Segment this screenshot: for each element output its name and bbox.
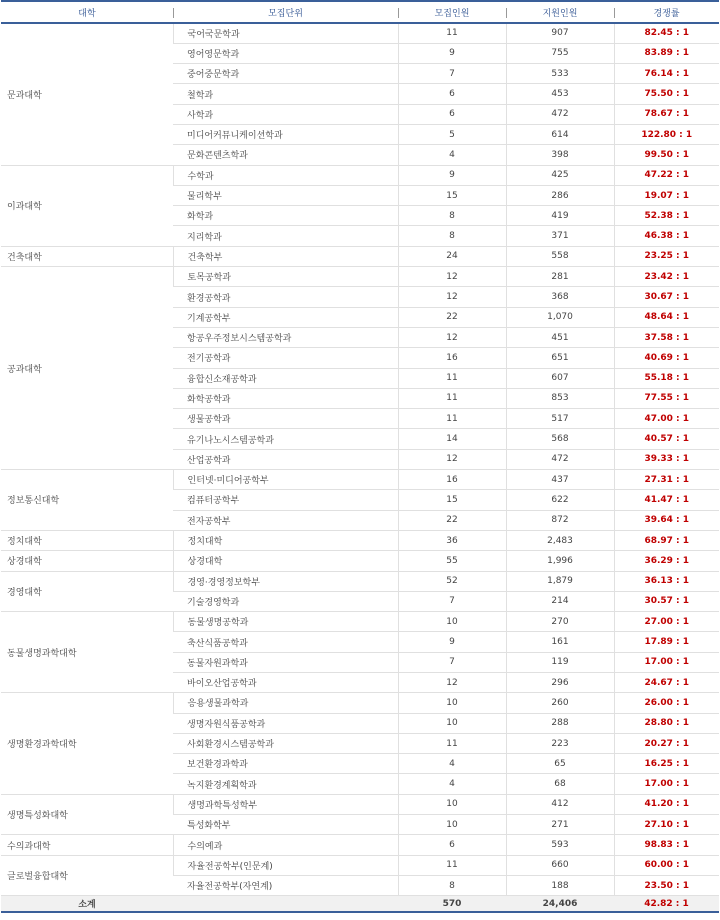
ratio-value: 37.58 : 1 [614,327,719,347]
dept-name: 자율전공학부(자연계) [173,875,398,895]
quota-value: 14 [398,429,506,449]
quota-value: 9 [398,43,506,63]
quota-value: 8 [398,875,506,895]
dept-name: 항공우주정보시스템공학과 [173,327,398,347]
applicants-value: 622 [506,490,614,510]
quota-value: 16 [398,348,506,368]
ratio-value: 98.83 : 1 [614,835,719,855]
applicants-value: 453 [506,84,614,104]
quota-value: 10 [398,693,506,713]
applicants-value: 2,483 [506,530,614,550]
table-row [1,571,719,591]
quota-value: 10 [398,612,506,632]
quota-value: 11 [398,388,506,408]
table-row [1,693,719,713]
applicants-value: 371 [506,226,614,246]
ratio-value: 39.33 : 1 [614,449,719,469]
quota-value: 36 [398,530,506,550]
applicants-value: 872 [506,510,614,530]
applicants-value: 660 [506,855,614,875]
total-dept-cell [173,896,398,913]
college-name: 글로벌융합대학 [1,855,173,896]
college-name: 문과대학 [1,23,173,165]
ratio-value: 40.57 : 1 [614,429,719,449]
applicants-value: 607 [506,368,614,388]
dept-name: 산업공학과 [173,449,398,469]
quota-value: 9 [398,632,506,652]
quota-value: 22 [398,510,506,530]
ratio-value: 36.13 : 1 [614,571,719,591]
college-name: 생명특성화대학 [1,794,173,835]
applicants-value: 296 [506,673,614,693]
dept-name: 자율전공학부(인문계) [173,855,398,875]
quota-value: 15 [398,490,506,510]
dept-name: 동물자원과학과 [173,652,398,672]
dept-name: 전자공학부 [173,510,398,530]
dept-name: 유기나노시스템공학과 [173,429,398,449]
quota-value: 9 [398,165,506,185]
applicants-value: 1,996 [506,551,614,571]
quota-value: 10 [398,815,506,835]
quota-value: 7 [398,652,506,672]
college-name: 생명환경과학대학 [1,693,173,794]
total-label: 소계 [1,896,173,913]
applicants-value: 288 [506,713,614,733]
ratio-value: 16.25 : 1 [614,754,719,774]
applicants-value: 593 [506,835,614,855]
applicants-value: 188 [506,875,614,895]
ratio-value: 41.47 : 1 [614,490,719,510]
applicants-value: 853 [506,388,614,408]
table-row [1,551,719,571]
quota-value: 10 [398,794,506,814]
ratio-value: 75.50 : 1 [614,84,719,104]
total-quota: 570 [398,896,506,913]
dept-name: 사회환경시스템공학과 [173,733,398,753]
total-row [1,896,719,913]
quota-value: 4 [398,754,506,774]
applicants-value: 558 [506,246,614,266]
ratio-value: 40.69 : 1 [614,348,719,368]
ratio-value: 17.00 : 1 [614,652,719,672]
quota-value: 12 [398,267,506,287]
header-applicants: 지원인원 [506,1,614,23]
quota-value: 7 [398,591,506,611]
applicants-value: 65 [506,754,614,774]
college-name: 공과대학 [1,267,173,470]
table-row [1,794,719,814]
quota-value: 8 [398,206,506,226]
quota-value: 15 [398,185,506,205]
quota-value: 6 [398,835,506,855]
ratio-value: 78.67 : 1 [614,104,719,124]
college-name: 이과대학 [1,165,173,246]
ratio-value: 27.10 : 1 [614,815,719,835]
table-row [1,246,719,266]
quota-value: 52 [398,571,506,591]
quota-value: 12 [398,327,506,347]
ratio-value: 17.00 : 1 [614,774,719,794]
dept-name: 생명자원식품공학과 [173,713,398,733]
dept-name: 철학과 [173,84,398,104]
dept-name: 중어중문학과 [173,64,398,84]
ratio-value: 23.50 : 1 [614,875,719,895]
dept-name: 상경대학 [173,551,398,571]
applicants-value: 214 [506,591,614,611]
ratio-value: 60.00 : 1 [614,855,719,875]
quota-value: 6 [398,84,506,104]
applicants-value: 161 [506,632,614,652]
applicants-value: 568 [506,429,614,449]
dept-name: 화학공학과 [173,388,398,408]
quota-value: 11 [398,409,506,429]
table-body [1,23,719,896]
dept-name: 환경공학과 [173,287,398,307]
quota-value: 16 [398,470,506,490]
quota-value: 11 [398,855,506,875]
dept-name: 건축학부 [173,246,398,266]
dept-name: 수의예과 [173,835,398,855]
dept-name: 정치대학 [173,530,398,550]
quota-value: 6 [398,104,506,124]
quota-value: 7 [398,64,506,84]
quota-value: 55 [398,551,506,571]
admission-results-table [1,0,719,913]
applicants-value: 1,070 [506,307,614,327]
dept-name: 문화콘텐츠학과 [173,145,398,165]
quota-value: 8 [398,226,506,246]
dept-name: 컴퓨터공학부 [173,490,398,510]
dept-name: 지리학과 [173,226,398,246]
dept-name: 특성화학부 [173,815,398,835]
ratio-value: 68.97 : 1 [614,530,719,550]
dept-name: 생명과학특성학부 [173,794,398,814]
quota-value: 24 [398,246,506,266]
ratio-value: 122.80 : 1 [614,124,719,144]
header-row [1,1,719,23]
ratio-value: 36.29 : 1 [614,551,719,571]
header-ratio: 경쟁률 [614,1,719,23]
ratio-value: 27.00 : 1 [614,612,719,632]
table-row [1,23,719,43]
dept-name: 생물공학과 [173,409,398,429]
table-row [1,835,719,855]
applicants-value: 533 [506,64,614,84]
dept-name: 수학과 [173,165,398,185]
ratio-value: 52.38 : 1 [614,206,719,226]
dept-name: 미디어커뮤니케이션학과 [173,124,398,144]
college-name: 수의과대학 [1,835,173,855]
quota-value: 11 [398,23,506,43]
quota-value: 11 [398,733,506,753]
quota-value: 11 [398,368,506,388]
applicants-value: 614 [506,124,614,144]
table-row [1,530,719,550]
ratio-value: 20.27 : 1 [614,733,719,753]
ratio-value: 46.38 : 1 [614,226,719,246]
dept-name: 경영·경영정보학부 [173,571,398,591]
dept-name: 영어영문학과 [173,43,398,63]
dept-name: 국어국문학과 [173,23,398,43]
dept-name: 응용생물과학과 [173,693,398,713]
applicants-value: 437 [506,470,614,490]
ratio-value: 39.64 : 1 [614,510,719,530]
ratio-value: 76.14 : 1 [614,64,719,84]
dept-name: 전기공학과 [173,348,398,368]
applicants-value: 755 [506,43,614,63]
dept-name: 동물생명공학과 [173,612,398,632]
applicants-value: 472 [506,104,614,124]
table-row [1,855,719,875]
quota-value: 12 [398,449,506,469]
applicants-value: 419 [506,206,614,226]
applicants-value: 286 [506,185,614,205]
applicants-value: 398 [506,145,614,165]
quota-value: 4 [398,774,506,794]
dept-name: 축산식품공학과 [173,632,398,652]
ratio-value: 23.42 : 1 [614,267,719,287]
quota-value: 4 [398,145,506,165]
dept-name: 기술경영학과 [173,591,398,611]
dept-name: 인터넷·미디어공학부 [173,470,398,490]
ratio-value: 99.50 : 1 [614,145,719,165]
college-name: 경영대학 [1,571,173,612]
header-dept: 모집단위 [173,1,398,23]
quota-value: 5 [398,124,506,144]
applicants-value: 412 [506,794,614,814]
quota-value: 10 [398,713,506,733]
table-header [1,1,719,23]
applicants-value: 907 [506,23,614,43]
ratio-value: 47.00 : 1 [614,409,719,429]
applicants-value: 472 [506,449,614,469]
dept-name: 물리학부 [173,185,398,205]
applicants-value: 1,879 [506,571,614,591]
applicants-value: 651 [506,348,614,368]
ratio-value: 19.07 : 1 [614,185,719,205]
ratio-value: 82.45 : 1 [614,23,719,43]
table-row [1,470,719,490]
college-name: 동물생명과학대학 [1,612,173,693]
dept-name: 보건환경과학과 [173,754,398,774]
applicants-value: 260 [506,693,614,713]
dept-name: 바이오산업공학과 [173,673,398,693]
dept-name: 토목공학과 [173,267,398,287]
header-quota: 모집인원 [398,1,506,23]
ratio-value: 28.80 : 1 [614,713,719,733]
table-row [1,612,719,632]
ratio-value: 23.25 : 1 [614,246,719,266]
applicants-value: 517 [506,409,614,429]
applicants-value: 271 [506,815,614,835]
quota-value: 22 [398,307,506,327]
dept-name: 융합신소재공학과 [173,368,398,388]
ratio-value: 48.64 : 1 [614,307,719,327]
ratio-value: 24.67 : 1 [614,673,719,693]
dept-name: 기계공학부 [173,307,398,327]
college-name: 건축대학 [1,246,173,266]
quota-value: 12 [398,673,506,693]
ratio-value: 17.89 : 1 [614,632,719,652]
ratio-value: 27.31 : 1 [614,470,719,490]
applicants-value: 270 [506,612,614,632]
college-name: 상경대학 [1,551,173,571]
applicants-value: 451 [506,327,614,347]
quota-value: 12 [398,287,506,307]
table-row [1,267,719,287]
ratio-value: 83.89 : 1 [614,43,719,63]
college-name: 정치대학 [1,530,173,550]
table-row [1,165,719,185]
applicants-value: 281 [506,267,614,287]
total-applicants: 24,406 [506,896,614,913]
dept-name: 사학과 [173,104,398,124]
ratio-value: 30.67 : 1 [614,287,719,307]
table-footer [1,896,719,913]
applicants-value: 368 [506,287,614,307]
applicants-value: 425 [506,165,614,185]
total-ratio: 42.82 : 1 [614,896,719,913]
ratio-value: 77.55 : 1 [614,388,719,408]
dept-name: 녹지환경계획학과 [173,774,398,794]
ratio-value: 30.57 : 1 [614,591,719,611]
applicants-value: 223 [506,733,614,753]
ratio-value: 47.22 : 1 [614,165,719,185]
ratio-value: 55.18 : 1 [614,368,719,388]
applicants-value: 68 [506,774,614,794]
college-name: 정보통신대학 [1,470,173,531]
dept-name: 화학과 [173,206,398,226]
ratio-value: 41.20 : 1 [614,794,719,814]
ratio-value: 26.00 : 1 [614,693,719,713]
header-college: 대학 [1,1,173,23]
applicants-value: 119 [506,652,614,672]
